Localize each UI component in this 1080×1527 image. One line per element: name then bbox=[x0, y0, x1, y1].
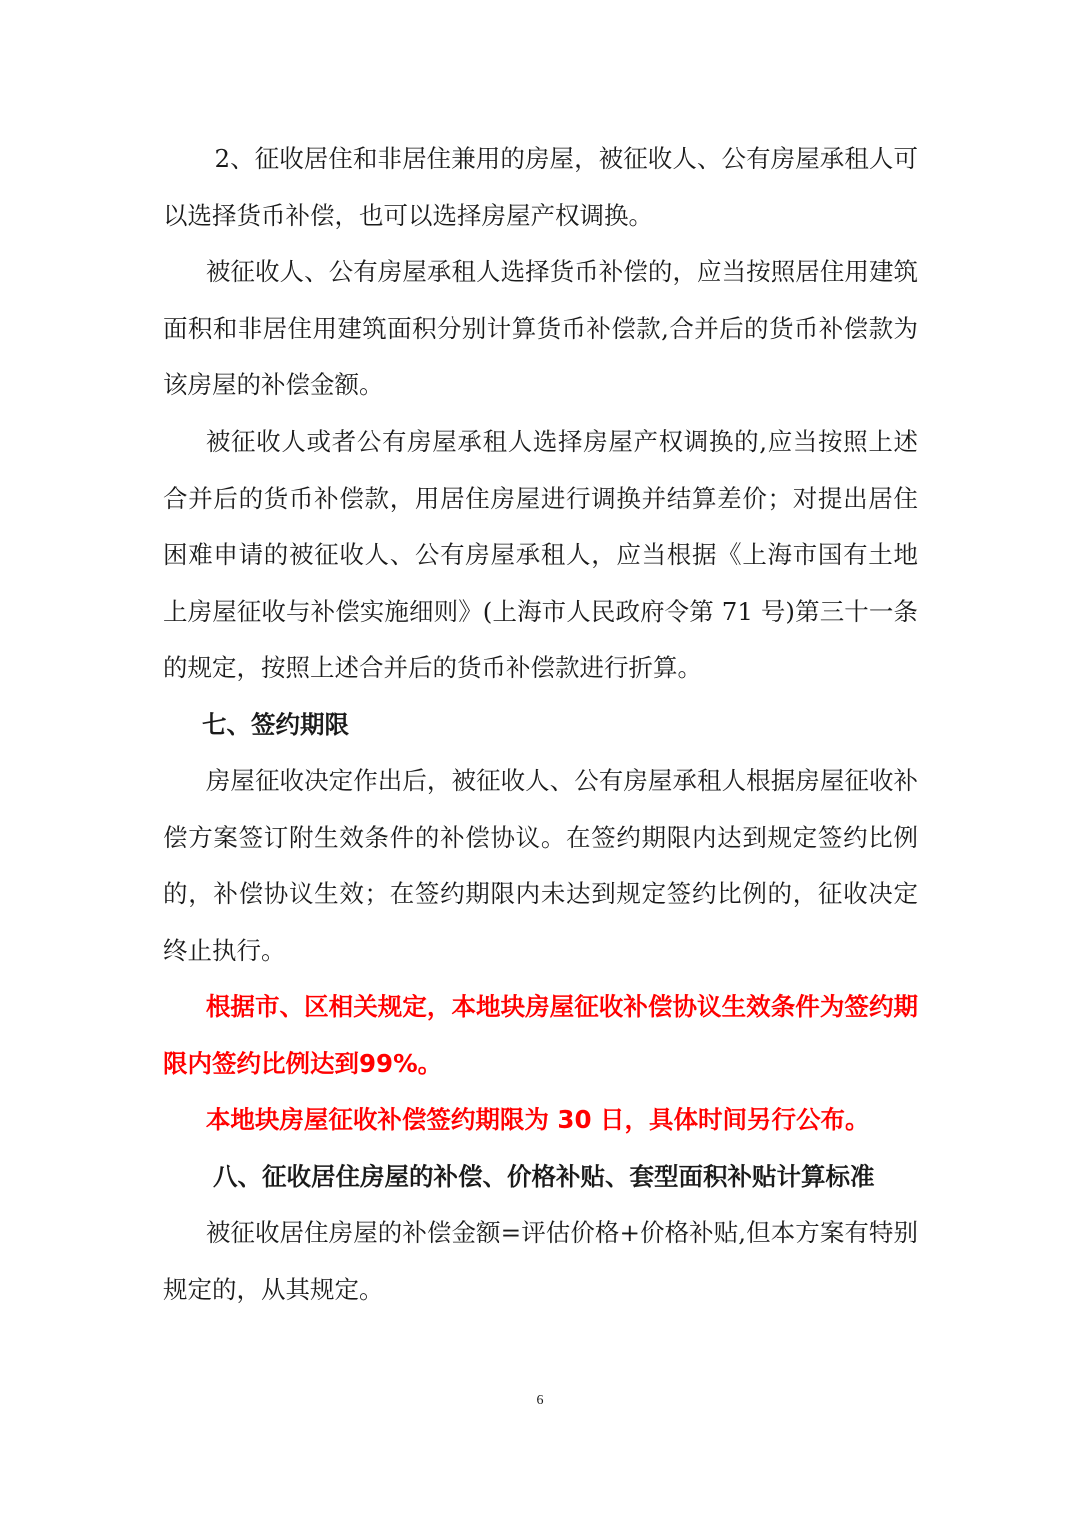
paragraph-mixed-use-options: 2、征收居住和非居住兼用的房屋，被征收人、公有房屋承租人可以选择货币补偿，也可以选择房屋产权调换。 bbox=[163, 144, 918, 230]
paragraph-signing-period-body: 房屋征收决定作出后，被征收人、公有房屋承租人根据房屋征收补偿方案签订附生效条件的补偿协议。在签约期限内达到规定签约比例的，补偿协议生效；在签约期限内未达到规定签约比例的，征收决定终止执行。 bbox=[163, 766, 918, 965]
page-number: 6 bbox=[536, 1393, 544, 1408]
paragraph-effective-condition-red: 根据市、区相关规定，本地块房屋征收补偿协议生效条件为签约期限内签约比例达到99%。 bbox=[163, 992, 918, 1078]
paragraph-compensation-formula: 被征收居住房屋的补偿金额=评估价格+价格补贴,但本方案有特别规定的，从其规定。 bbox=[163, 1218, 918, 1304]
paragraph-monetary-compensation: 被征收人、公有房屋承租人选择货币补偿的，应当按照居住用建筑面积和非居住用建筑面积分别计算货币补偿款,合并后的货币补偿款为该房屋的补偿金额。 bbox=[163, 257, 918, 399]
paragraph-signing-deadline-red: 本地块房屋征收补偿签约期限为 30 日，具体时间另行公布。 bbox=[205, 1105, 870, 1134]
section-heading-compensation-standards: 八、征收居住房屋的补偿、价格补贴、套型面积补贴计算标准 bbox=[213, 1162, 875, 1191]
paragraph-property-exchange: 被征收人或者公有房屋承租人选择房屋产权调换的,应当按照上述合并后的货币补偿款，用居住房屋进行调换并结算差价；对提出居住困难申请的被征收人、公有房屋承租人，应当根据《上海市国有土地上房屋征收与补偿实施细则》(上海市人民政府令第 71 号)第三十一条的规定，按照上述合并后的货币补偿款进行折算。 bbox=[163, 427, 918, 682]
section-heading-signing-period: 七、签约期限 bbox=[202, 710, 349, 739]
